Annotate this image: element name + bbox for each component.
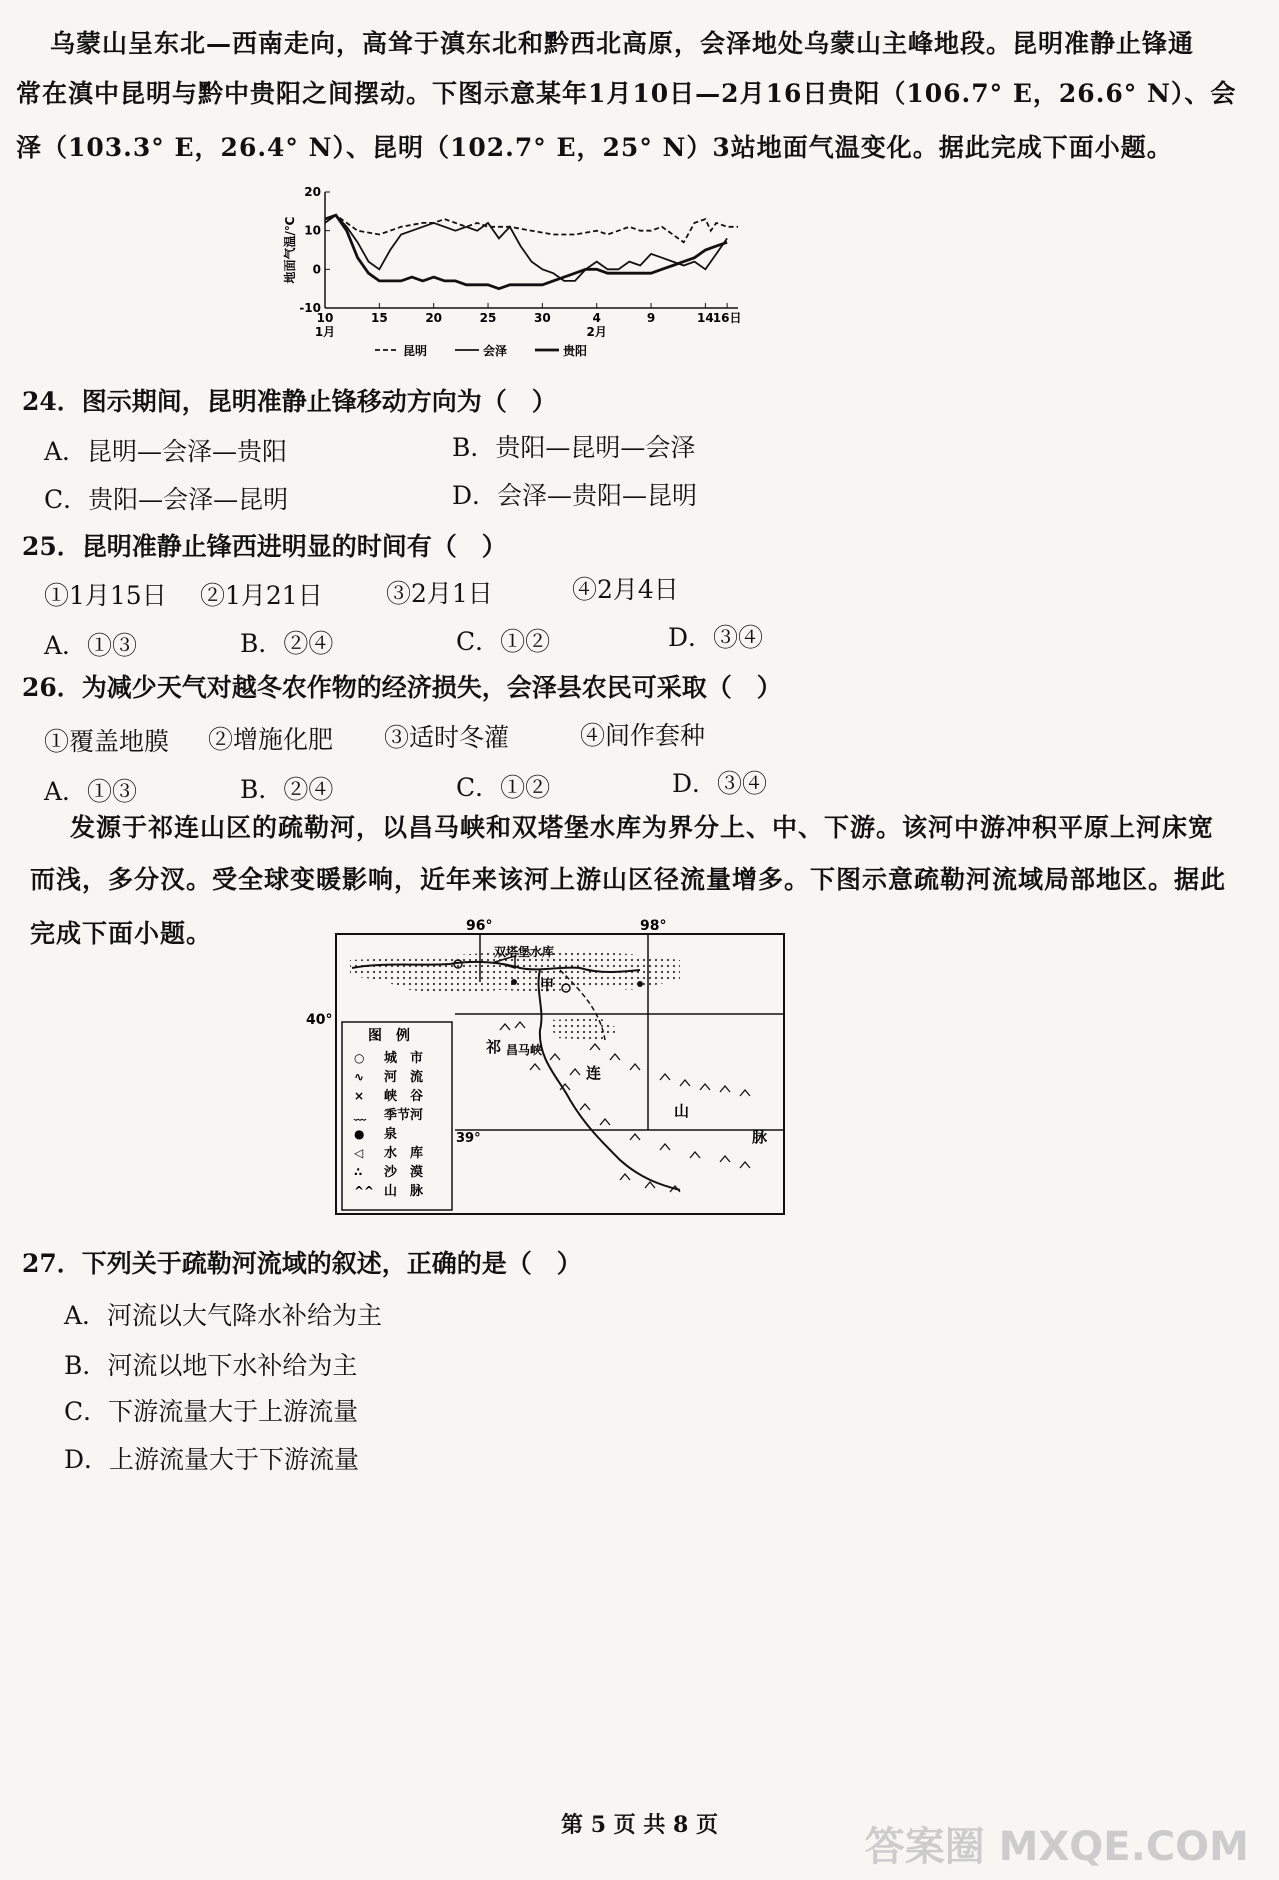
legend-item-label: 城 市 <box>384 1051 424 1066</box>
q25-option-a: A．①③ <box>44 631 138 660</box>
legend-item-symbol: × <box>354 1089 365 1103</box>
upper-river <box>539 970 680 1190</box>
legend-item-label: 沙 漠 <box>384 1165 424 1180</box>
legend-item-symbol: ﹏ <box>354 1108 367 1122</box>
intro-line-2: 常在滇中昆明与黔中贵阳之间摆动。下图示意某年1月10日—2月16日贵阳（106.7° E，26.6° N）、会 <box>16 79 1237 108</box>
intro2-line-1: 发源于祁连山区的疏勒河，以昌马峡和双塔堡水库为界分上、中、下游。该河中游冲积平原上河床宽 <box>70 813 1215 842</box>
q26-option-c: C．①② <box>456 773 551 802</box>
q24-option-d: D．会泽—贵阳—昆明 <box>452 481 698 510</box>
site-watermark: 答案圈 MXQE.COM <box>864 1824 1249 1870</box>
intro2-line-2: 而浅，多分汊。受全球变暖影响，近年来该河上游山区径流量增多。下图示意疏勒河流域局部地区。据此 <box>30 865 1227 894</box>
q26-option-d: D．③④ <box>672 769 768 798</box>
q25-option-d: D．③④ <box>668 623 764 652</box>
lat-39-label: 39° <box>456 1131 481 1146</box>
legend-item-label: 季节河 <box>384 1108 424 1123</box>
legend-item-label: 山 脉 <box>384 1184 424 1199</box>
legend-item-label: 泉 <box>384 1127 398 1142</box>
legend-item-label: 峡 谷 <box>384 1089 424 1104</box>
chart-lines <box>325 215 738 289</box>
legend-label: 昆明 <box>403 344 428 358</box>
series-line-会泽 <box>325 215 727 281</box>
legend-item-symbol: ^^ <box>354 1184 375 1198</box>
q24-option-a: A．昆明—会泽—贵阳 <box>44 437 288 466</box>
series-line-昆明 <box>325 215 738 242</box>
x-month-label: 1月 <box>314 325 336 339</box>
mountain-char-shan: 山 <box>674 1102 690 1120</box>
q26-option-a: A．①③ <box>44 777 138 806</box>
legend-item-symbol: ∿ <box>354 1070 365 1084</box>
q25-stem: 25．昆明准静止锋西进明显的时间有（ ） <box>22 532 507 561</box>
changmaxia-label: 昌马峡 <box>506 1043 543 1057</box>
intro2-line-3: 完成下面小题。 <box>30 919 213 948</box>
q24-stem: 24．图示期间，昆明准静止锋移动方向为（ ） <box>22 387 557 416</box>
q26-stem: 26．为减少天气对越冬农作物的经济损失，会泽县农民可采取（ ） <box>22 673 782 702</box>
mountain-char-mai: 脉 <box>752 1128 768 1146</box>
page-footer: 第 5 页 共 8 页 <box>561 1812 718 1838</box>
series-line-贵阳 <box>325 215 727 289</box>
q25-option-b: B．②④ <box>240 629 334 658</box>
mountain-char-lian: 连 <box>586 1064 602 1082</box>
x-tick-label: 30 <box>534 311 551 325</box>
lon-98-label: 98° <box>640 918 667 934</box>
intro-line-3: 泽（103.3° E，26.4° N）、昆明（102.7° E，25° N）3站地面气温变化。据此完成下面小题。 <box>16 133 1173 162</box>
q25-item-1: ①1月15日 <box>44 581 167 610</box>
lat-40-label: 40° <box>306 1012 333 1028</box>
intro-line-1: 乌蒙山呈东北—西南走向，高耸于滇东北和黔西北高原，会泽地处乌蒙山主峰地段。昆明准静止锋通 <box>50 29 1195 58</box>
jia-label: 甲 <box>540 978 554 994</box>
mountain-char-qi: 祁 <box>486 1038 502 1056</box>
x-tick-label: 4 <box>592 311 601 325</box>
q25-item-2: ②1月21日 <box>200 581 323 610</box>
x-tick-label: 14 <box>697 311 714 325</box>
x-tick-label: 20 <box>425 311 443 325</box>
legend-item-symbol: ◁ <box>354 1146 364 1160</box>
y-tick-label: 20 <box>304 185 321 199</box>
q24-option-c: C．贵阳—会泽—昆明 <box>44 485 289 514</box>
q25-item-3: ③2月1日 <box>386 579 493 608</box>
q25-option-c: C．①② <box>456 627 551 656</box>
legend-title: 图 例 <box>368 1028 410 1044</box>
q26-option-b: B．②④ <box>240 775 334 804</box>
x-tick-label: 9 <box>646 311 656 325</box>
temperature-chart <box>280 180 800 370</box>
y-tick-label: -10 <box>299 301 321 315</box>
q26-item-1: ①覆盖地膜 <box>44 727 170 756</box>
spring-symbol <box>511 979 517 985</box>
legend-item-symbol: ○ <box>354 1051 365 1065</box>
y-axis-label: 地面气温/℃ <box>283 216 297 284</box>
x-tick-label: 25 <box>479 311 497 325</box>
q27-stem: 27．下列关于疏勒河流域的叙述，正确的是（ ） <box>22 1249 582 1278</box>
chart-legend <box>375 343 587 358</box>
q27-option-d: D．上游流量大于下游流量 <box>64 1445 360 1474</box>
legend-label: 贵阳 <box>563 344 588 358</box>
x-month-label: 2月 <box>586 325 607 339</box>
legend-item-symbol: ● <box>354 1127 365 1141</box>
legend-label: 会泽 <box>483 344 508 358</box>
q27-option-b: B．河流以地下水补给为主 <box>64 1351 358 1380</box>
q26-item-4: ④间作套种 <box>580 721 706 750</box>
x-tick-label: 10 <box>316 311 334 325</box>
shule-river-map <box>300 910 800 1220</box>
lon-96-label: 96° <box>466 918 493 934</box>
q24-option-b: B．贵阳—昆明—会泽 <box>452 433 696 462</box>
q25-item-4: ④2月4日 <box>572 575 679 604</box>
reservoir-label: 双塔堡水库 <box>494 945 555 959</box>
q26-item-2: ②增施化肥 <box>208 725 334 754</box>
y-tick-label: 0 <box>312 262 321 277</box>
x-tick-label: 15 <box>370 311 388 325</box>
q26-item-3: ③适时冬灌 <box>384 723 510 752</box>
q27-option-c: C．下游流量大于上游流量 <box>64 1397 359 1426</box>
legend-item-symbol: ∴ <box>354 1165 363 1179</box>
q27-option-a: A．河流以大气降水补给为主 <box>64 1301 383 1330</box>
y-tick-label: 10 <box>304 223 321 238</box>
legend-item-label: 河 流 <box>384 1070 424 1085</box>
x-tick-label: 16日 <box>712 311 742 325</box>
legend-item-label: 水 库 <box>384 1146 424 1161</box>
